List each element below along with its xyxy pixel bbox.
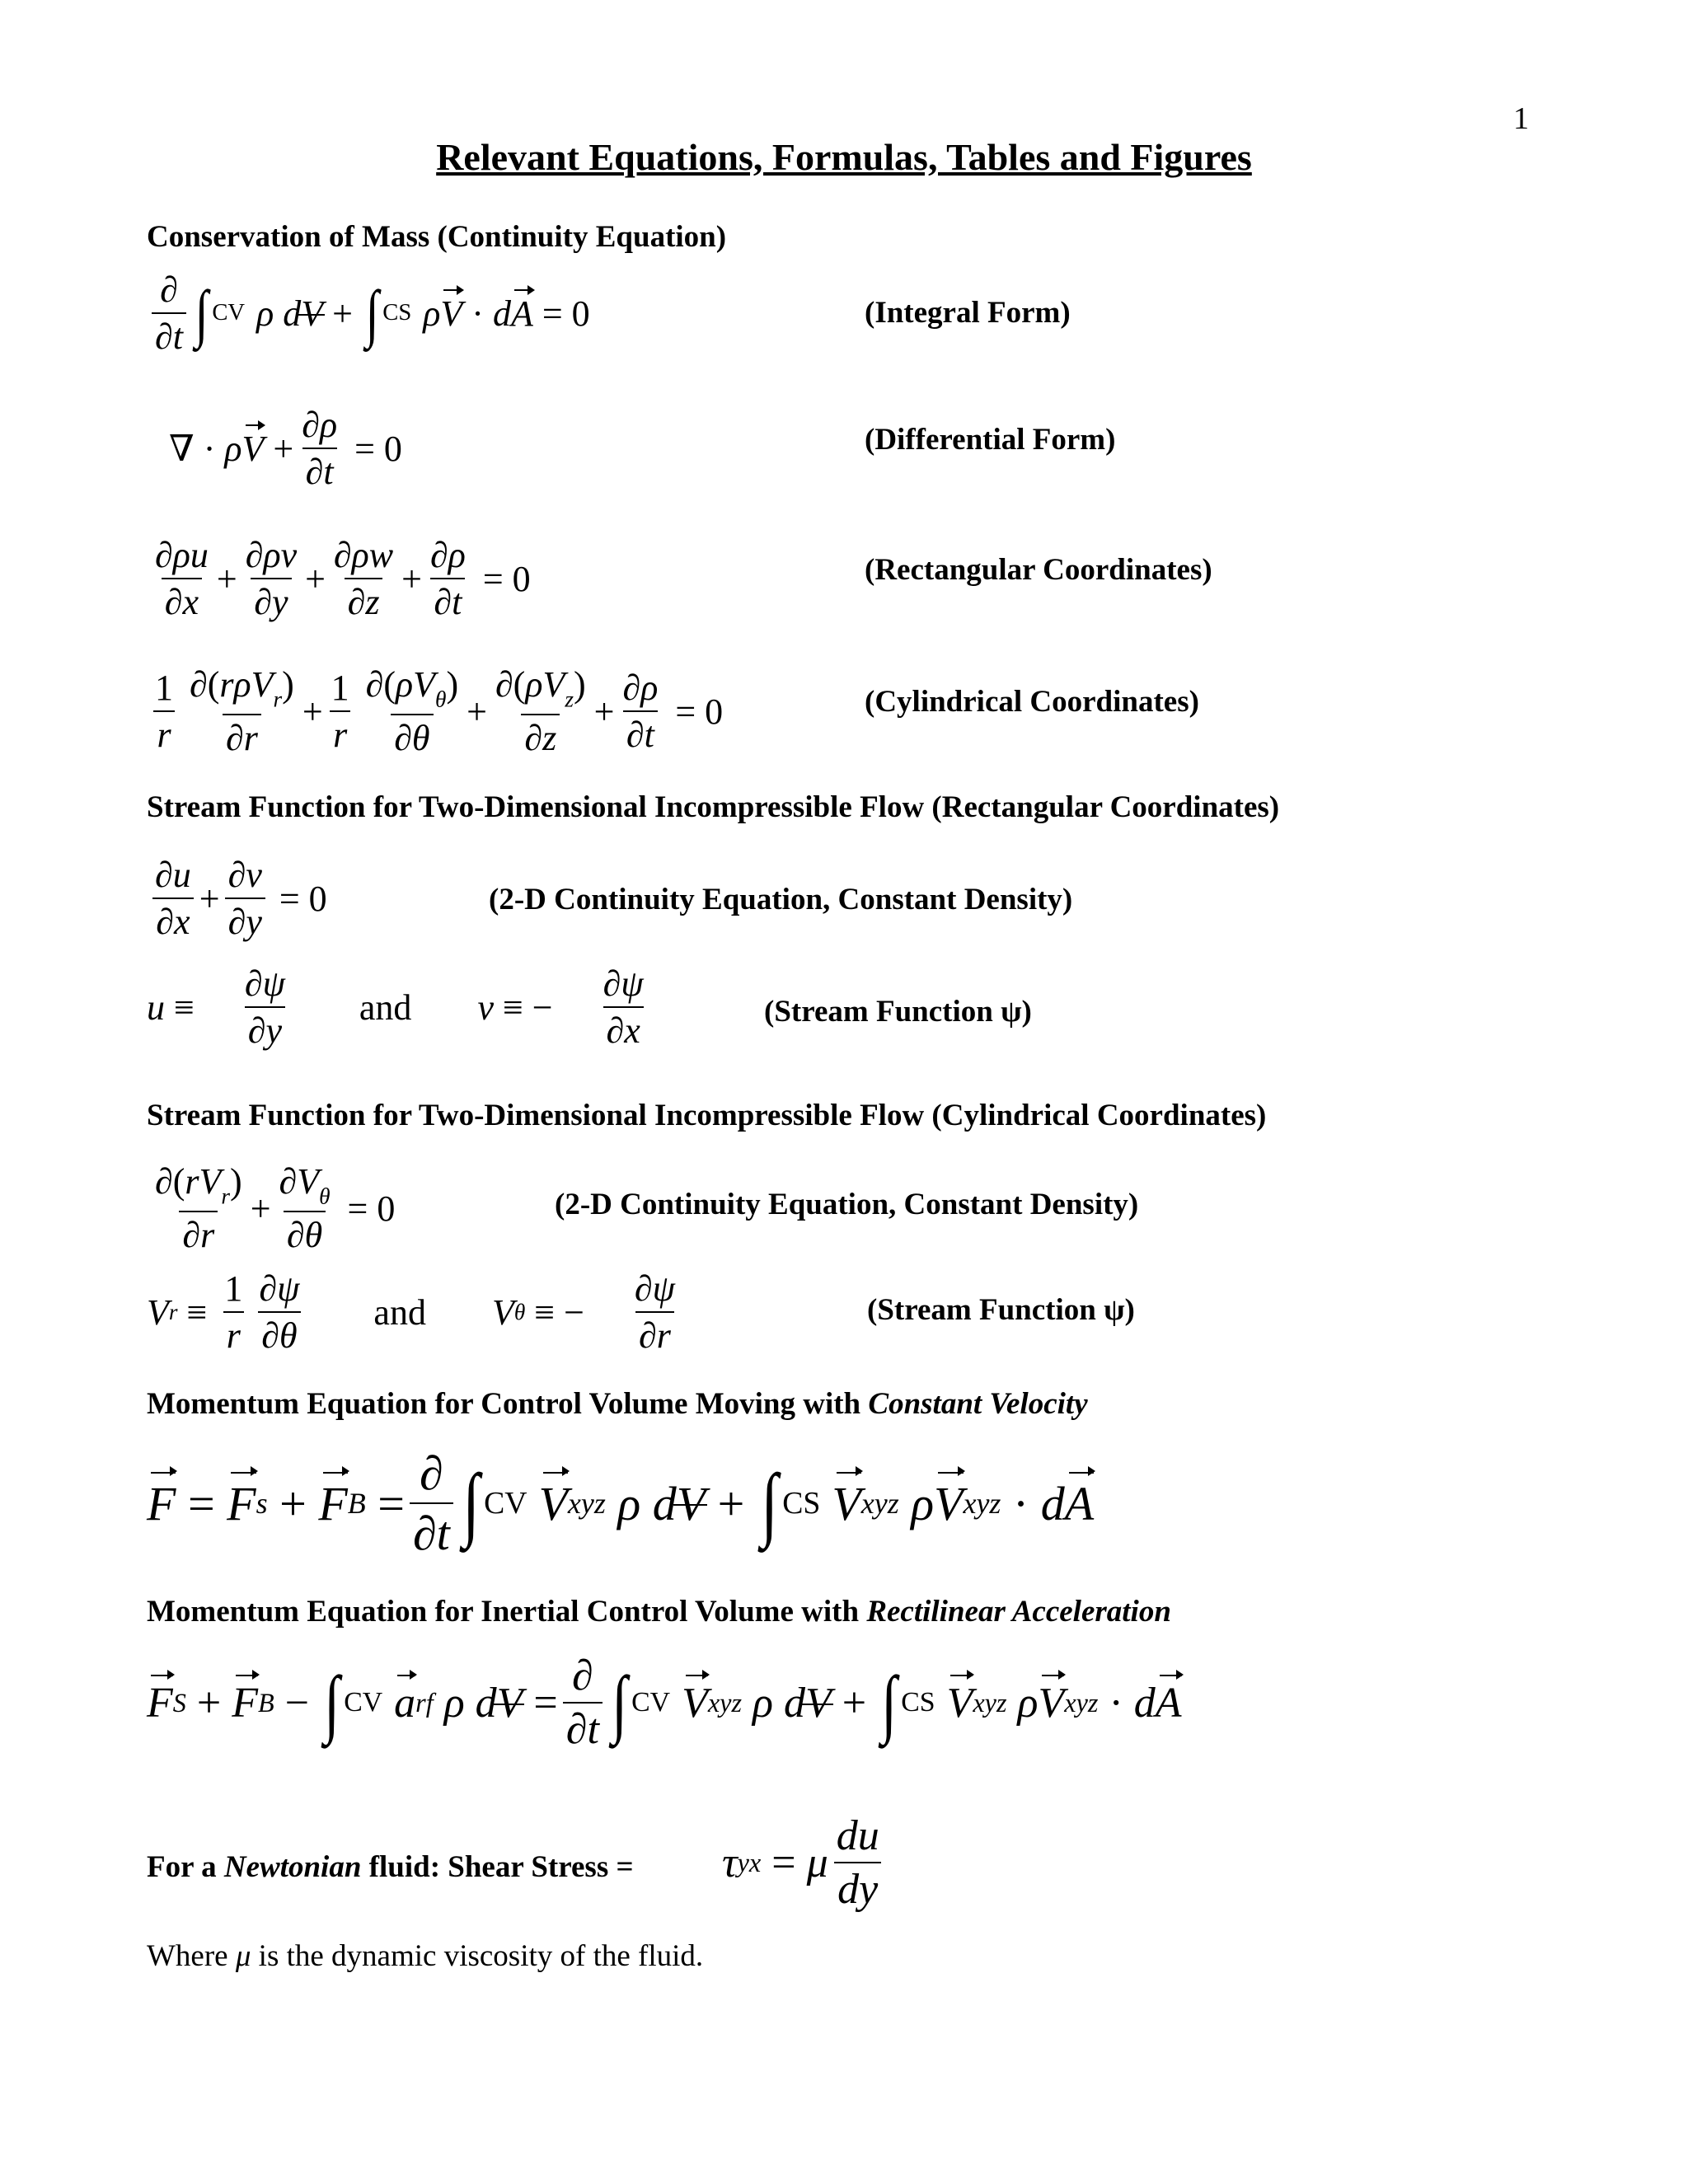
label-rectangular-coordinates: (Rectangular Coordinates) bbox=[865, 553, 1212, 587]
text-newtonian-fluid-shear-stress: For a Newtonian fluid: Shear Stress = bbox=[147, 1850, 634, 1884]
heading-stream-function-cylindrical: Stream Function for Two-Dimensional Incompressible Flow (Cylindrical Coordinates) bbox=[147, 1099, 1267, 1132]
label-2d-continuity-rectangular: (2-D Continuity Equation, Constant Density) bbox=[489, 883, 1073, 916]
equation-stream-function-rectangular: u ≡ $\frac{\partial\psi}{\partial y}$ and v ≡ − $\frac{\partial\psi}{\partial x}$ bbox=[147, 963, 644, 1051]
equation-stream-function-cylindrical: V r ≡ $\frac{1}{r}$ $\frac{\partial\psi}{\partial\theta}$ and V θ ≡ − $\frac{\partial\psi}{\partial r}$ bbox=[147, 1268, 675, 1356]
equation-momentum-constant-velocity: F = F s + F B = $\frac{\partial}{\partial t}$ ∫ CV V xyz ρ d V + ∫ CS V xyz ρ V xyz · d A bbox=[147, 1446, 1095, 1560]
heading-momentum-constant-velocity: Momentum Equation for Control Volume Moving with Constant Velocity bbox=[147, 1387, 1088, 1421]
equation-continuity-differential: ∇ · ρ V + $\frac{\partial\rho}{\partial t}$ = 0 bbox=[169, 405, 402, 492]
text-dynamic-viscosity-note: Where μ is the dynamic viscosity of the fluid. bbox=[147, 1939, 704, 1973]
equation-2d-continuity-rectangular: $\frac{\partial u}{\partial x}$ + $\frac{\partial v}{\partial y}$ = 0 bbox=[147, 854, 327, 943]
label-stream-function-cylindrical: (Stream Function ψ) bbox=[867, 1293, 1135, 1327]
heading-conservation-of-mass: Conservation of Mass (Continuity Equation) bbox=[147, 220, 727, 254]
equation-continuity-cylindrical: $\frac{1}{r}$ $\frac{\partial(r\rho V_r)}{\partial r}$ + $\frac{1}{r}$ $\frac{\partial(\rho V_\theta)}{\partial\theta}$ + $\frac{\partial(\rho V_z)}{\partial z}$ + $\frac{\partial\rho}{\partial t}$ = 0 bbox=[155, 664, 724, 759]
label-integral-form: (Integral Form) bbox=[865, 296, 1071, 330]
label-stream-function-rectangular: (Stream Function ψ) bbox=[764, 995, 1032, 1029]
heading-momentum-rectilinear-acceleration: Momentum Equation for Inertial Control Volume with Rectilinear Acceleration bbox=[147, 1595, 1171, 1629]
heading-stream-function-rectangular: Stream Function for Two-Dimensional Incompressible Flow (Rectangular Coordinates) bbox=[147, 790, 1280, 824]
equation-2d-continuity-cylindrical: $\frac{\partial(rV_r)}{\partial r}$ + $\frac{\partial V_\theta}{\partial\theta}$ = 0 bbox=[155, 1161, 396, 1256]
equation-continuity-integral: $\frac{\partial}{\partial t}$ ∫ CV ρ d V + ∫ CS ρ V · d A = 0 bbox=[147, 269, 590, 358]
document-title: Relevant Equations, Formulas, Tables and Figures bbox=[436, 136, 1252, 178]
equation-momentum-rectilinear-acceleration: F S + F B − ∫ CV a rf ρ d V = $\frac{\partial}{\partial t}$ ∫ CV V xyz ρ d V + ∫ CS V xyz ρ V xyz · d A bbox=[147, 1652, 1182, 1753]
equation-newtonian-shear-stress: τ yx = μ $\frac{du}{dy}$ bbox=[722, 1811, 888, 1914]
page-number: 1 bbox=[1513, 101, 1529, 136]
equation-continuity-rectangular: $\frac{\partial\rho u}{\partial x}$ + $\frac{\partial\rho v}{\partial y}$ + $\frac{\partial\rho w}{\partial z}$ + $\frac{\partial\rho}{\partial t}$ = 0 bbox=[155, 535, 531, 622]
and-text: and bbox=[373, 1291, 426, 1333]
label-cylindrical-coordinates: (Cylindrical Coordinates) bbox=[865, 685, 1199, 719]
label-differential-form: (Differential Form) bbox=[865, 423, 1116, 457]
label-2d-continuity-cylindrical: (2-D Continuity Equation, Constant Density) bbox=[555, 1188, 1139, 1221]
and-text: and bbox=[359, 987, 412, 1028]
